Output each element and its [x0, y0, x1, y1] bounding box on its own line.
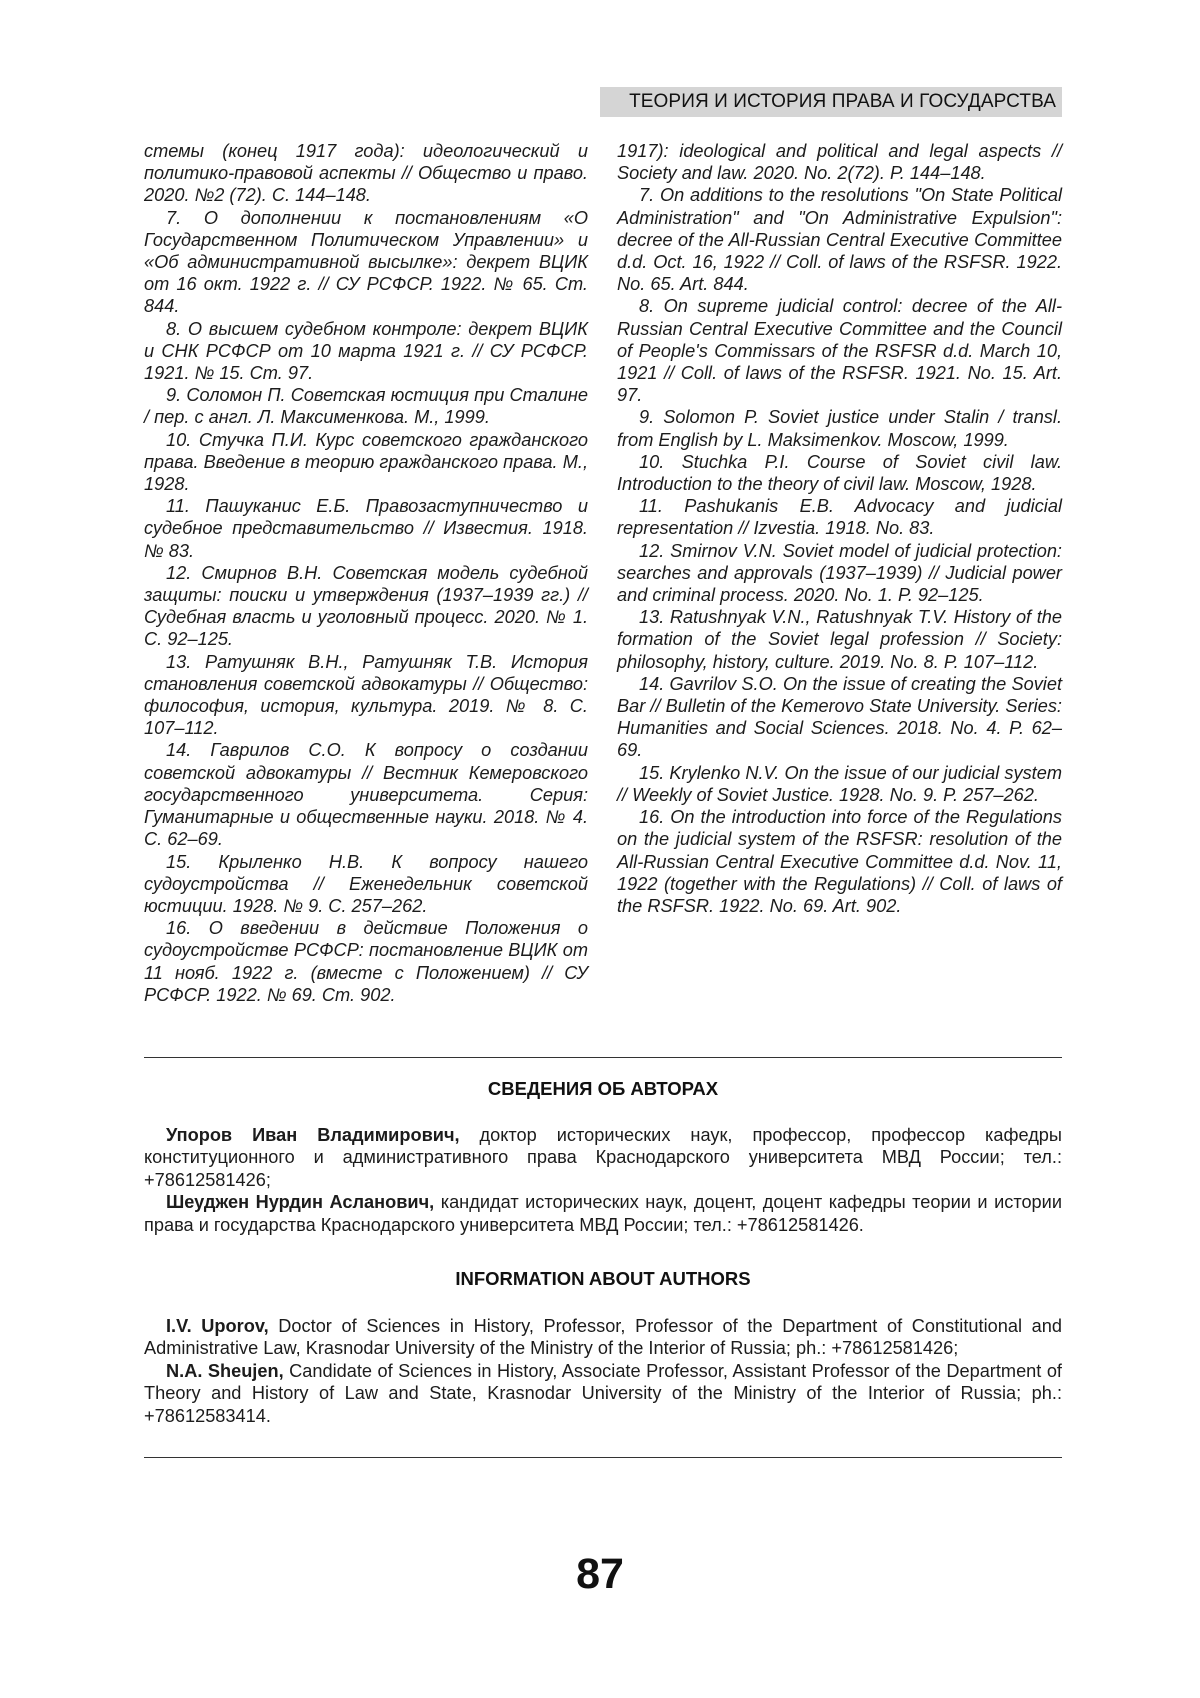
- references-english-column: [617, 140, 1062, 917]
- reference-item: 12. Смирнов В.Н. Советская модель судебной защиты: поиски и утверждения (1937–1939 гг.) // Судебная власть и уголовный процесс. 2020. № 1. С. 92–125.: [144, 562, 588, 651]
- reference-item: 14. Gavrilov S.O. On the issue of creating the Soviet Bar // Bulletin of the Kemerovo State University. Series: Humanities and Social Sciences. 2018. No. 4. P. 62–69.: [617, 673, 1062, 762]
- reference-item: 11. Пашуканис Е.Б. Правозаступничество и судебное представительство // Известия. 1918. № 83.: [144, 495, 588, 562]
- reference-item: 7. On additions to the resolutions "On State Political Administration" and "On Administrative Expulsion": decree of the All-Russian Central Executive Committee d.d. Oct. 16, 1922 // Coll. of laws of the RSFSR. 1922. No. 65. Art. 844.: [617, 184, 1062, 295]
- reference-item: 12. Smirnov V.N. Soviet model of judicial protection: searches and approvals (1937–1939) // Judicial power and criminal process. 2020. No. 1. P. 92–125.: [617, 540, 1062, 607]
- authors-russian-heading: СВЕДЕНИЯ ОБ АВТОРАХ: [144, 1078, 1062, 1100]
- author-entry: [144, 1360, 1062, 1427]
- reference-item: 14. Гаврилов С.О. К вопросу о создании советской адвокатуры // Вестник Кемеровского государственного университета. Серия: Гуманитарные и общественные науки. 2018. № 4. С. 62–69.: [144, 739, 588, 850]
- reference-item: 9. Соломон П. Советская юстиция при Сталине / пер. с англ. Л. Максименкова. М., 1999.: [144, 384, 588, 428]
- reference-item: 16. On the introduction into force of the Regulations on the judicial system of the RSFSR: resolution of the All-Russian Central Executive Committee d.d. Nov. 11, 1922 (together with the Regulations) // Coll. of laws of the RSFSR. 1922. No. 69. Art. 902.: [617, 806, 1062, 917]
- author-info: доктор исторических наук, профессор, профессор кафедры конституционного и административного права Краснодарского университета МВД России; тел.: +78612581426;: [144, 1125, 1062, 1190]
- author-entry: [144, 1315, 1062, 1360]
- reference-item: 11. Pashukanis E.B. Advocacy and judicial representation // Izvestia. 1918. No. 83.: [617, 495, 1062, 539]
- author-name: N.A. Sheujen,: [166, 1361, 284, 1381]
- reference-item: 13. Ратушняк В.Н., Ратушняк Т.В. История становления советской адвокатуры // Общество: философия, история, культура. 2019. № 8. С. 107–112.: [144, 651, 588, 740]
- reference-item: 16. О введении в действие Положения о судоустройстве РСФСР: постановление ВЦИК от 11 нояб. 1922 г. (вместе с Положением) // СУ РСФСР. 1922. № 69. Ст. 902.: [144, 917, 588, 1006]
- authors-english-heading: INFORMATION ABOUT AUTHORS: [144, 1268, 1062, 1290]
- authors-russian-section: [144, 1124, 1062, 1236]
- author-info: Candidate of Sciences in History, Associate Professor, Assistant Professor of the Department of Theory and History of Law and State, Krasnodar University of the Ministry of the Interior of Russia; ph.: +78612583414.: [144, 1361, 1062, 1426]
- reference-item: 7. О дополнении к постановлениям «О Государственном Политическом Управлении» и «Об административной высылке»: декрет ВЦИК от 16 окт. 1922 г. // СУ РСФСР. 1922. № 65. Ст. 844.: [144, 207, 588, 318]
- page-number: 87: [0, 1550, 1200, 1599]
- author-entry: [144, 1191, 1062, 1236]
- divider-top: [144, 1057, 1062, 1058]
- reference-item: 13. Ratushnyak V.N., Ratushnyak T.V. History of the formation of the Soviet legal profession // Society: philosophy, history, culture. 2019. No. 8. P. 107–112.: [617, 606, 1062, 673]
- running-title: ТЕОРИЯ И ИСТОРИЯ ПРАВА И ГОСУДАРСТВА: [600, 87, 1062, 117]
- reference-item: 9. Solomon P. Soviet justice under Stalin / transl. from English by L. Maksimenkov. Moscow, 1999.: [617, 406, 1062, 450]
- authors-english-section: [144, 1315, 1062, 1427]
- author-name: Шеуджен Нурдин Асланович,: [166, 1192, 434, 1212]
- author-info: кандидат исторических наук, доцент, доцент кафедры теории и истории права и государства Краснодарского университета МВД России; тел.: +78612581426.: [144, 1192, 1062, 1234]
- reference-item: 1917): ideological and political and legal aspects // Society and law. 2020. No. 2(72). P. 144–148.: [617, 140, 1062, 184]
- reference-item: 10. Стучка П.И. Курс советского гражданского права. Введение в теорию гражданского права. М., 1928.: [144, 429, 588, 496]
- author-entry: [144, 1124, 1062, 1191]
- author-info: Doctor of Sciences in History, Professor, Professor of the Department of Constitutional and Administrative Law, Krasnodar University of the Ministry of the Interior of Russia; ph.: +78612581426;: [144, 1316, 1062, 1358]
- reference-item: 10. Stuchka P.I. Course of Soviet civil law. Introduction to the theory of civil law. Moscow, 1928.: [617, 451, 1062, 495]
- reference-item: 15. Крыленко Н.В. К вопросу нашего судоустройства // Еженедельник советской юстиции. 1928. № 9. С. 257–262.: [144, 851, 588, 918]
- references-russian-column: [144, 140, 588, 1006]
- author-name: I.V. Uporov,: [166, 1316, 269, 1336]
- reference-item: 8. О высшем судебном контроле: декрет ВЦИК и СНК РСФСР от 10 марта 1921 г. // СУ РСФСР. 1921. № 15. Ст. 97.: [144, 318, 588, 385]
- reference-item: 8. On supreme judicial control: decree of the All-Russian Central Executive Committee and the Council of People's Commissars of the RSFSR d.d. March 10, 1921 // Coll. of laws of the RSFSR. 1921. No. 15. Art. 97.: [617, 295, 1062, 406]
- reference-item: стемы (конец 1917 года): идеологический и политико-правовой аспекты // Общество и право. 2020. №2 (72). С. 144–148.: [144, 140, 588, 207]
- divider-bottom: [144, 1457, 1062, 1458]
- author-name: Упоров Иван Владимирович,: [166, 1125, 460, 1145]
- reference-item: 15. Krylenko N.V. On the issue of our judicial system // Weekly of Soviet Justice. 1928. No. 9. P. 257–262.: [617, 762, 1062, 806]
